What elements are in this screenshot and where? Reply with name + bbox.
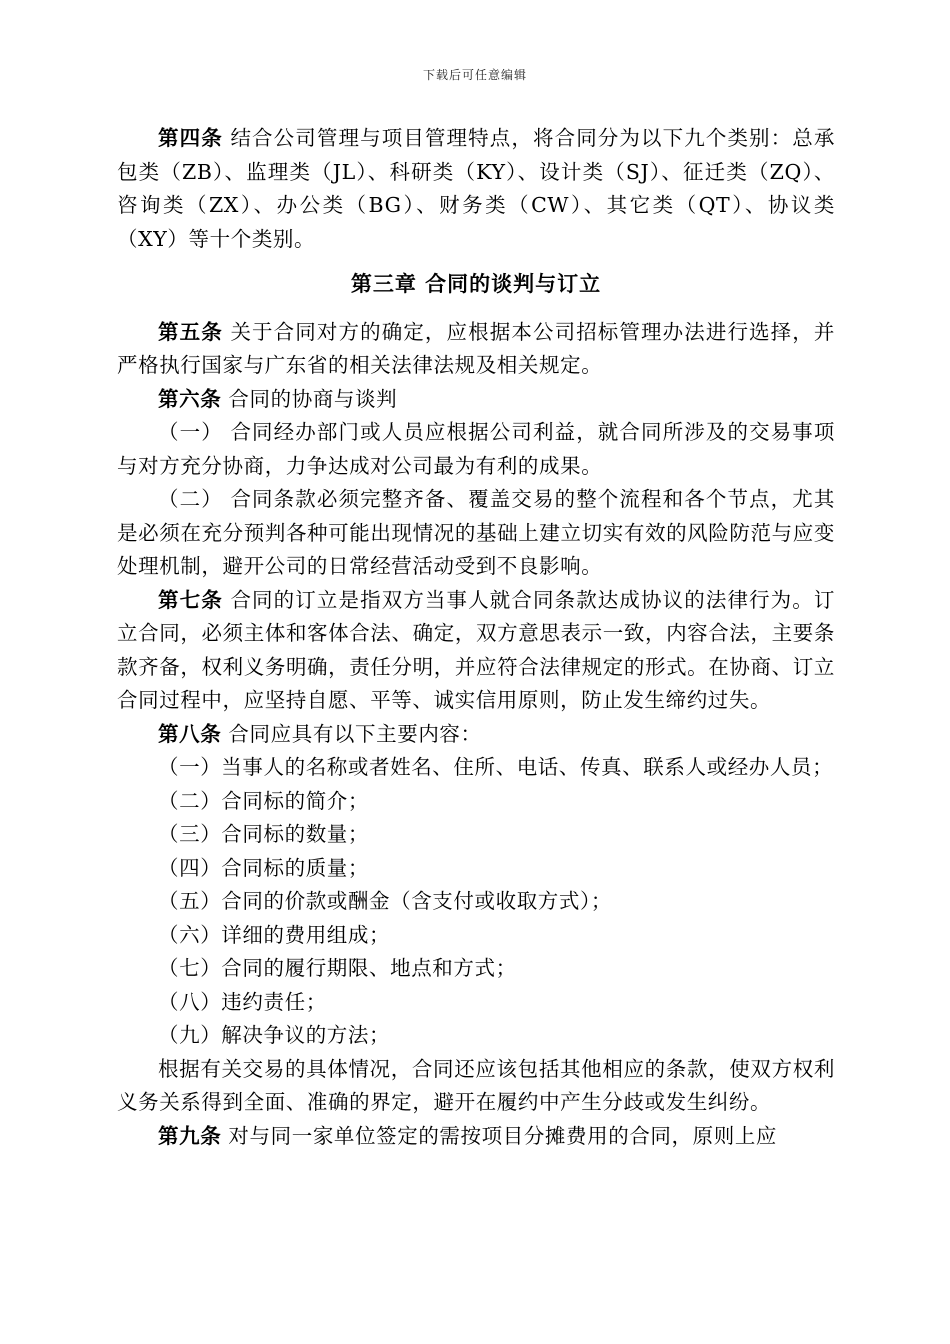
- article-5: [117, 316, 835, 383]
- article-7-text: 合同的订立是指双方当事人就合同条款达成协议的法律行为。订立合同，必须主体和客体合法、确定，双方意思表示一致，内容合法，主要条款齐备，权利义务明确，责任分明，并应符合法律规定的形式。在协商、订立合同过程中，应坚持自愿、平等、诚实信用原则，防止发生缔约过失。: [117, 587, 835, 712]
- article-5-text: 关于合同对方的确定，应根据本公司招标管理办法进行选择，并严格执行国家与广东省的相关法律法规及相关规定。: [117, 319, 835, 377]
- article-9-text: 对与同一家单位签定的需按项目分摊费用的合同，原则上应: [221, 1123, 778, 1148]
- article-8-title: 第八条: [158, 721, 222, 746]
- article-7: [117, 584, 835, 718]
- article-8-item: （八）违约责任；: [158, 989, 327, 1014]
- chapter-heading: 第三章 合同的谈判与订立: [350, 272, 602, 296]
- article-8-text: 合同应具有以下主要内容：: [221, 721, 482, 746]
- article-4: [117, 122, 835, 256]
- article-8-item: （六）详细的费用组成；: [158, 922, 391, 947]
- article-8-closing: 根据有关交易的具体情况，合同还应该包括其他相应的条款，使双方权利义务关系得到全面、准确的界定，避开在履约中产生分歧或发生纠纷。: [117, 1056, 835, 1114]
- article-6-item: （二） 合同条款必须完整齐备、覆盖交易的整个流程和各个节点，尤其是必须在充分预判各种可能出现情况的基础上建立切实有效的风险防范与应变处理机制，避开公司的日常经营活动受到不良影响。: [117, 487, 835, 578]
- article-9: [117, 1120, 835, 1154]
- article-8: [117, 718, 835, 752]
- article-8-item: （二）合同标的简介；: [158, 788, 369, 813]
- article-9-title: 第九条: [158, 1123, 222, 1148]
- article-6-item: （一） 合同经办部门或人员应根据公司利益，就合同所涉及的交易事项与对方充分协商，力争达成对公司最为有利的成果。: [117, 420, 835, 478]
- document-body: [117, 122, 835, 1153]
- article-6-title: 第六条: [158, 386, 222, 411]
- article-8-item: （五）合同的价款或酬金（含支付或收取方式）；: [158, 889, 612, 913]
- article-4-title: 第四条: [158, 126, 223, 150]
- article-6-text: 合同的协商与谈判: [221, 386, 398, 411]
- article-8-item: （一）当事人的名称或者姓名、住所、电话、传真、联系人或经办人员；: [158, 755, 834, 779]
- article-8-item: （七）合同的履行期限、地点和方式；: [158, 956, 517, 980]
- article-5-title: 第五条: [158, 319, 223, 344]
- article-4-text: 结合公司管理与项目管理特点，将合同分为以下九个类别：总承包类（ZB）、监理类（JL）、科研类（KY）、设计类（SJ）、征迁类（ZQ）、咨询类（ZX）、办公类（BG）、财务类（CW）、其它类（QT）、协议类（XY）等十个类别。: [117, 126, 835, 251]
- article-6: [117, 383, 835, 417]
- page-header: 下载后可任意编辑: [422, 68, 527, 82]
- article-8-item: （四）合同标的质量；: [158, 855, 369, 880]
- article-8-item: （九）解决争议的方法；: [158, 1023, 391, 1047]
- article-8-item: （三）合同标的数量；: [158, 822, 369, 846]
- article-7-title: 第七条: [158, 587, 223, 612]
